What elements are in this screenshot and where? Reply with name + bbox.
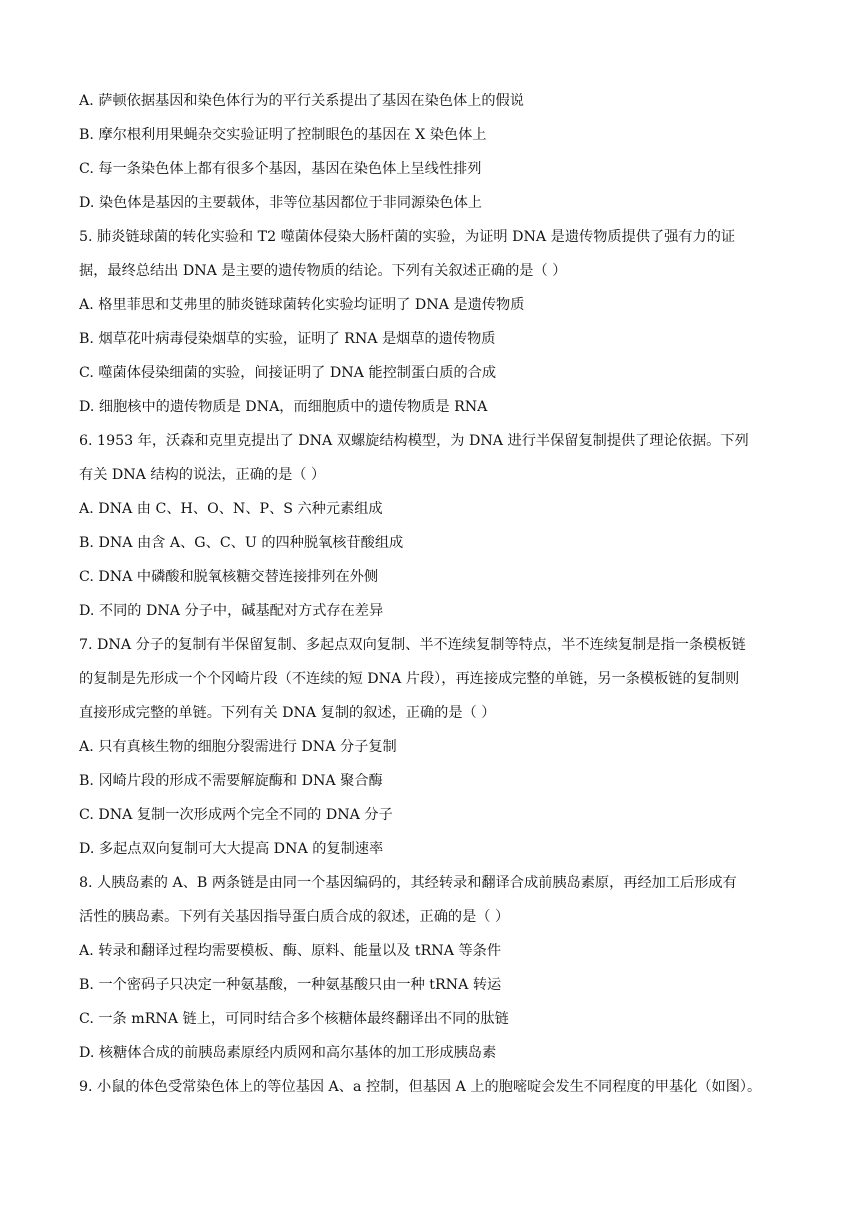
- question-5-stem-line-1: 5. 肺炎链球菌的转化实验和 T2 噬菌体侵染大肠杆菌的实验，为证明 DNA 是遗传物质提供了强有力的证: [79, 229, 736, 245]
- option-6d: D. 不同的 DNA 分子中，碱基配对方式存在差异: [79, 603, 384, 619]
- option-8d: D. 核糖体合成的前胰岛素原经内质网和高尔基体的加工形成胰岛素: [79, 1045, 497, 1061]
- option-5a: A. 格里菲思和艾弗里的肺炎链球菌转化实验均证明了 DNA 是遗传物质: [79, 297, 525, 313]
- option-7c: C. DNA 复制一次形成两个完全不同的 DNA 分子: [79, 807, 393, 823]
- question-5-stem-line-2: 据，最终总结出 DNA 是主要的遗传物质的结论。下列有关叙述正确的是（ ）: [79, 263, 567, 279]
- option-7b: B. 冈崎片段的形成不需要解旋酶和 DNA 聚合酶: [79, 773, 383, 789]
- question-6-stem-line-2: 有关 DNA 结构的说法，正确的是（ ）: [79, 467, 326, 483]
- question-7-stem-line-1: 7. DNA 分子的复制有半保留复制、多起点双向复制、半不连续复制等特点，半不连续复制是指一条模板链: [79, 637, 746, 653]
- question-6-stem-line-1: 6. 1953 年，沃森和克里克提出了 DNA 双螺旋结构模型，为 DNA 进行半保留复制提供了理论依据。下列: [79, 433, 749, 449]
- question-9-stem-line-1: 9. 小鼠的体色受常染色体上的等位基因 A、a 控制，但基因 A 上的胞嘧啶会发生不同程度的甲基化（如图）。: [79, 1079, 762, 1095]
- question-8-stem-line-2: 活性的胰岛素。下列有关基因指导蛋白质合成的叙述，正确的是（ ）: [79, 909, 510, 925]
- option-8a: A. 转录和翻译过程均需要模板、酶、原料、能量以及 tRNA 等条件: [79, 943, 502, 959]
- question-8-stem-line-1: 8. 人胰岛素的 A、B 两条链是由同一个基因编码的，其经转录和翻译合成前胰岛素原，再经加工后形成有: [79, 875, 737, 891]
- question-7-stem-line-2: 的复制是先形成一个个冈崎片段（不连续的短 DNA 片段），再连接成完整的单链，另一条模板链的复制则: [79, 671, 740, 687]
- option-4c: C. 每一条染色体上都有很多个基因，基因在染色体上呈线性排列: [79, 161, 482, 177]
- option-6c: C. DNA 中磷酸和脱氧核糖交替连接排列在外侧: [79, 569, 379, 585]
- option-6a: A. DNA 由 C、H、O、N、P、S 六种元素组成: [79, 501, 383, 517]
- option-7a: A. 只有真核生物的细胞分裂需进行 DNA 分子复制: [79, 739, 397, 755]
- option-8c: C. 一条 mRNA 链上，可同时结合多个核糖体最终翻译出不同的肽链: [79, 1011, 509, 1027]
- option-4a: A. 萨顿依据基因和染色体行为的平行关系提出了基因在染色体上的假说: [79, 93, 524, 109]
- question-7-stem-line-3: 直接形成完整的单链。下列有关 DNA 复制的叙述，正确的是（ ）: [79, 705, 496, 721]
- option-5b: B. 烟草花叶病毒侵染烟草的实验，证明了 RNA 是烟草的遗传物质: [79, 331, 496, 347]
- option-4d: D. 染色体是基因的主要载体，非等位基因都位于非同源染色体上: [79, 195, 482, 211]
- option-6b: B. DNA 由含 A、G、C、U 的四种脱氧核苷酸组成: [79, 535, 404, 551]
- option-4b: B. 摩尔根利用果蝇杂交实验证明了控制眼色的基因在 X 染色体上: [79, 127, 487, 143]
- option-5d: D. 细胞核中的遗传物质是 DNA，而细胞质中的遗传物质是 RNA: [79, 399, 488, 415]
- option-7d: D. 多起点双向复制可大大提高 DNA 的复制速率: [79, 841, 384, 857]
- exam-content: [79, 84, 789, 1104]
- option-8b: B. 一个密码子只决定一种氨基酸，一种氨基酸只由一种 tRNA 转运: [79, 977, 502, 993]
- option-5c: C. 噬菌体侵染细菌的实验，间接证明了 DNA 能控制蛋白质的合成: [79, 365, 497, 381]
